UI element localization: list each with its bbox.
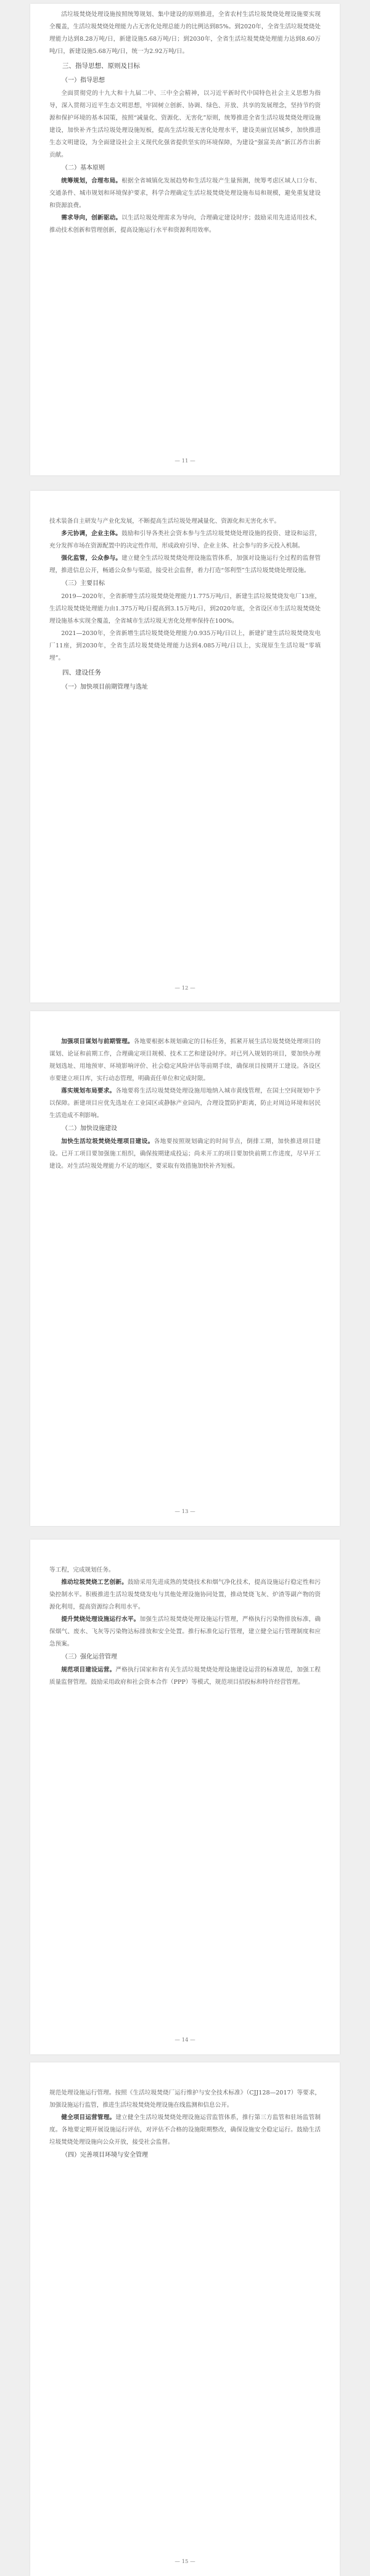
- paragraph-lead: 推动垃圾焚烧工艺创新。: [61, 1579, 128, 1586]
- subsection-heading: （三）强化运营管理: [62, 1654, 117, 1660]
- document-page: [30, 1011, 340, 1526]
- paragraph-lead: 规范项目建设运营。: [61, 1667, 116, 1673]
- paragraph-lead: 多元协调，企业主体。: [61, 530, 122, 537]
- section-heading: 四、建设任务: [62, 669, 101, 676]
- paragraph-lead: 强化监管，公众参与。: [61, 555, 122, 562]
- paragraph: [49, 212, 321, 237]
- document-page: [30, 491, 340, 1003]
- subsection-heading: （二）加快设施建设: [62, 1125, 117, 1132]
- paragraph-text: 建立健全生活垃圾焚烧处理设施运营监管体系，推行第三方监管和驻场监管制度。各地要定期开展设施运行评估，对评估不合格的设施限期整改，确保设施安全稳定运行。鼓励生活垃圾焚烧处理设施向公众开放，接受社会监督。: [49, 2114, 321, 2146]
- page-content: [49, 1564, 321, 1689]
- paragraph: 全面贯彻党的十九大和十九届二中、三中全会精神，以习近平新时代中国特色社会主义思想为指导，深入贯彻习近平生态文明思想，牢固树立创新、协调、绿色、开放、共享的发展理念，坚持节约资源和保护环境的基本国策，按照“减量化、资源化、无害化”原则，统筹推进全省生活垃圾焚烧处理设施建设，加快补齐生活垃圾处理设施短板，提高生活垃圾无害化处理水平，建设美丽宜居城乡，加快推进生态文明建设，为全面建设社会主义现代化强省提供坚实的环境保障，为建设“强富美高”新江苏作出新贡献。: [49, 90, 321, 158]
- paragraph-lead: 统筹规划，合理布局。: [61, 178, 122, 184]
- page-number: — 14 —: [175, 2037, 195, 2043]
- paragraph-lead: 需求导向，创新驱动。: [61, 215, 122, 221]
- paragraph: 2021—2030年，全省新增生活垃圾焚烧处理能力0.935万吨/日以上，新建扩建生活垃圾焚烧发电厂11座，到2030年，全省生活垃圾焚烧处理能力达到4.085万吨/日以上，实现原生生活垃圾“零填埋”。: [49, 630, 321, 662]
- paragraph-text: 各地要将生活垃圾焚烧处理设施用地纳入城市黄线管理，在国土空间规划中予以保障。新建项目应优先选址在工业园区或静脉产业园内，合理设置防护距离，防止对周边环境和居民生活造成不利影响。: [49, 1088, 321, 1119]
- paragraph-lead: 加强项目谋划与前期管理。: [61, 1038, 134, 1045]
- paragraph: [49, 528, 321, 552]
- page-number: — 15 —: [175, 2559, 195, 2565]
- paragraph: [49, 1036, 321, 1085]
- paragraph-text: 建立健全生活垃圾焚烧处理设施监管体系，加强对设施运行全过程的监督管理，推进信息公开，畅通公众参与渠道，接受社会监督，着力打造“邻利型”生活垃圾焚烧处理设施。: [49, 555, 321, 574]
- paragraph: 等工程，完成规划任务。: [49, 1567, 115, 1573]
- paragraph: 活垃圾焚烧处理设施按照统筹规划、集中建设的原则推进，全省农村生活垃圾焚烧处理设施要实现全覆盖，生活垃圾焚烧处理能力占无害化处理总能力的比例达到85%。到2020年，全省生活垃圾焚烧处理能力达到8.28万吨/日，新建设施5.68万吨/日；到2030年，全省生活垃圾焚烧处理能力达到8.60万吨/日，新建设施5.68万吨/日，统一为2.92万吨/日。: [49, 11, 321, 55]
- page-content: [49, 9, 321, 237]
- paragraph-text: 根据全省城镇化发展趋势和生活垃圾产生量预测，统筹考虑区域人口分布、交通条件、城市规划和环境保护要求，科学合理确定生活垃圾焚烧处理设施布局和规模，避免重复建设和资源浪费。: [49, 178, 321, 209]
- paragraph: [49, 175, 321, 212]
- paragraph-lead: 加快生活垃圾焚烧处理项目建设。: [61, 1138, 154, 1145]
- subsection-heading: （四）完善项目环境与安全管理: [62, 2152, 148, 2159]
- paragraph: [49, 1664, 321, 1689]
- subsection-heading: （一）加快项目前期管理与选址: [62, 684, 148, 691]
- page-number: — 12 —: [175, 985, 195, 991]
- paragraph-text: 加强生活垃圾焚烧处理设施运行管理，严格执行污染物排放标准，确保烟气、废水、飞灰等污染物达标排放和安全处置。推行标准化运行管理，建立健全运行管理制度和应急预案。: [49, 1616, 321, 1647]
- page-content: [49, 515, 321, 694]
- page-content: [49, 1036, 321, 1173]
- paragraph-lead: 落实规划布局要求。: [61, 1088, 116, 1094]
- document-page: [30, 1540, 340, 2054]
- subsection-heading: （二）基本原则: [62, 165, 105, 171]
- paragraph: 技术装备自主研发与产业化发展，不断提高生活垃圾处理减量化、资源化和无害化水平。: [49, 518, 281, 525]
- paragraph: [49, 1085, 321, 1122]
- paragraph: [49, 1577, 321, 1614]
- paragraph: [49, 552, 321, 577]
- subsection-heading: （一）指导思想: [62, 77, 105, 84]
- paragraph-text: 各地要按照规划确定的时间节点，倒排工期，加快推进项目建设。已开工项目要加强施工组织，确保按期建成投运；尚未开工的项目要加快前期工作进度，尽早开工建设。对生活垃圾处理能力不足的地区，要采取有效措施加快补齐短板。: [49, 1138, 321, 1170]
- paragraph-text: 鼓励和引导各类社会资本参与生活垃圾焚烧处理设施的投资、建设和运营，充分发挥市场在资源配置中的决定性作用，形成政府引导、企业主体、社会参与的多元投入机制。: [49, 530, 321, 549]
- document-page: [30, 4, 340, 475]
- paragraph-text: 鼓励采用先进成熟的焚烧技术和烟气净化技术，提高设施运行稳定性和污染控制水平。积极推进生活垃圾焚烧发电与其他处理设施协同处置，推动焚烧飞灰、炉渣等副产物的资源化利用，提高资源综合利用水平。: [49, 1579, 321, 1610]
- paragraph-lead: 提升焚烧处理设施运行水平。: [61, 1616, 140, 1623]
- paragraph: 2019—2020年，全省新增生活垃圾焚烧处理能力1.775万吨/日，新建生活垃圾焚烧发电厂13座，生活垃圾焚烧处理能力由1.375万吨/日提高到3.15万吨/日，到2020年底，全省设区市生活垃圾焚烧处理设施基本实现全覆盖，全省城市生活垃圾无害化处理率保持在100%。: [49, 593, 321, 625]
- paragraph: [49, 1136, 321, 1173]
- document-page: [30, 2062, 340, 2576]
- paragraph-lead: 健全项目运营管理。: [61, 2114, 116, 2121]
- subsection-heading: （三）主要目标: [62, 580, 105, 587]
- page-content: [49, 2087, 321, 2162]
- paragraph-text: 以生活垃圾处理需求为导向，合理确定建设时序；鼓励采用先进适用技术，推动技术创新和管理创新，提高设施运行水平和资源利用效率。: [49, 215, 321, 234]
- paragraph-text: 严格执行国家和省有关生活垃圾焚烧处理设施建设运营的标准规范，加强工程质量监督管理。鼓励采用政府和社会资本合作（PPP）等模式，规范项目招投标和特许经营管理。: [49, 1667, 321, 1686]
- paragraph: 规范处理设施运行管理。按照《生活垃圾焚烧厂运行维护与安全技术标准》（CJJ128—2017）等要求，加强设施运行监管，推进生活垃圾焚烧处理设施在线监测和信息公开。: [49, 2090, 321, 2109]
- paragraph: [49, 2112, 321, 2149]
- section-heading: 三、指导思想、原则及目标: [62, 62, 140, 70]
- paragraph: [49, 1614, 321, 1651]
- page-number: — 11 —: [175, 458, 195, 464]
- page-number: — 13 —: [175, 1509, 195, 1515]
- paragraph-text: 各地要根据本规划确定的目标任务，抓紧开展生活垃圾焚烧处理项目的谋划、论证和前期工作，合理确定项目规模、技术工艺和建设时序。对已列入规划的项目，要加快办理规划选址、用地预审、环境影响评价、社会稳定风险评估等前期手续，确保项目按期开工建设。各设区市要建立项目库，实行动态管理，明确责任单位和完成时限。: [49, 1038, 321, 1082]
